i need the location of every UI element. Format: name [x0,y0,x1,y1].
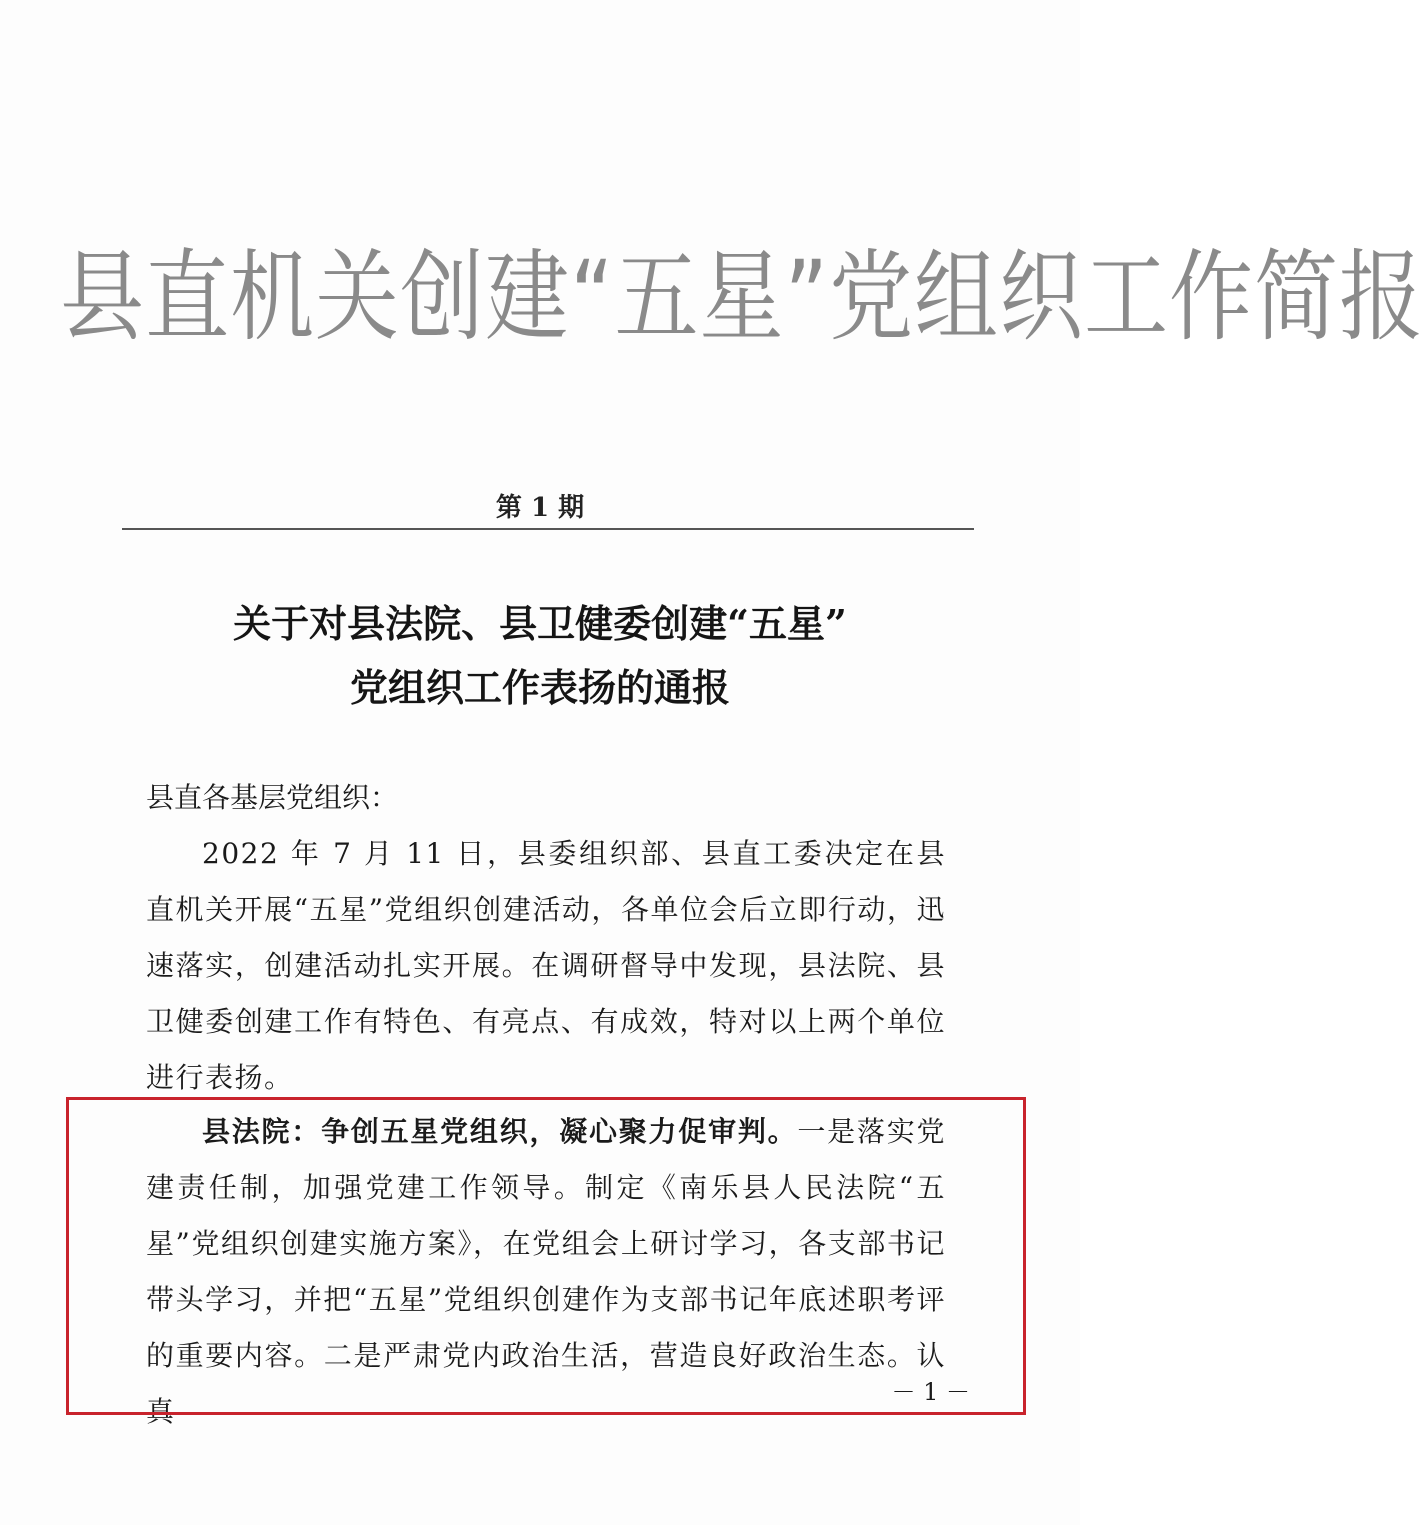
header-divider [122,528,974,530]
page-number: － 1 － [891,1378,970,1406]
issue-number: 第 1 期 [495,493,585,523]
highlight-box [66,1097,1026,1415]
salutation: 县直各基层党组织： [146,781,399,814]
body-paragraph-1: 2022 年 7 月 11 日，县委组织部、县直工委决定在县直机关开展“五星”党组织创建活动，各单位会后立即行动，迅速落实，创建活动扎实开展。在调研督导中发现，县法院、县卫健委创建工作有特色、有亮点、有成效，特对以上两个单位进行表扬。 [146,837,946,1094]
paragraph-2-lead: 县法院：争创五星党组织，凝心聚力促审判。 [202,1115,798,1148]
paragraph-2-text: 一是落实党建责任制，加强党建工作领导。制定《南乐县人民法院“五星”党组织创建实施方案》，在党组会上研讨学习，各支部书记带头学习，并把“五星”党组织创建作为支部书记年底述职考评的重要内容。二是严肃党内政治生活，营造良好政治生态。认真 [146,1115,946,1428]
masthead-title: 县直机关创建“五星”党组织工作简报 [60,239,1424,355]
headline-line-1: 关于对县法院、县卫健委创建“五星” [233,601,847,646]
headline-line-2: 党组织工作表扬的通报 [349,665,730,710]
